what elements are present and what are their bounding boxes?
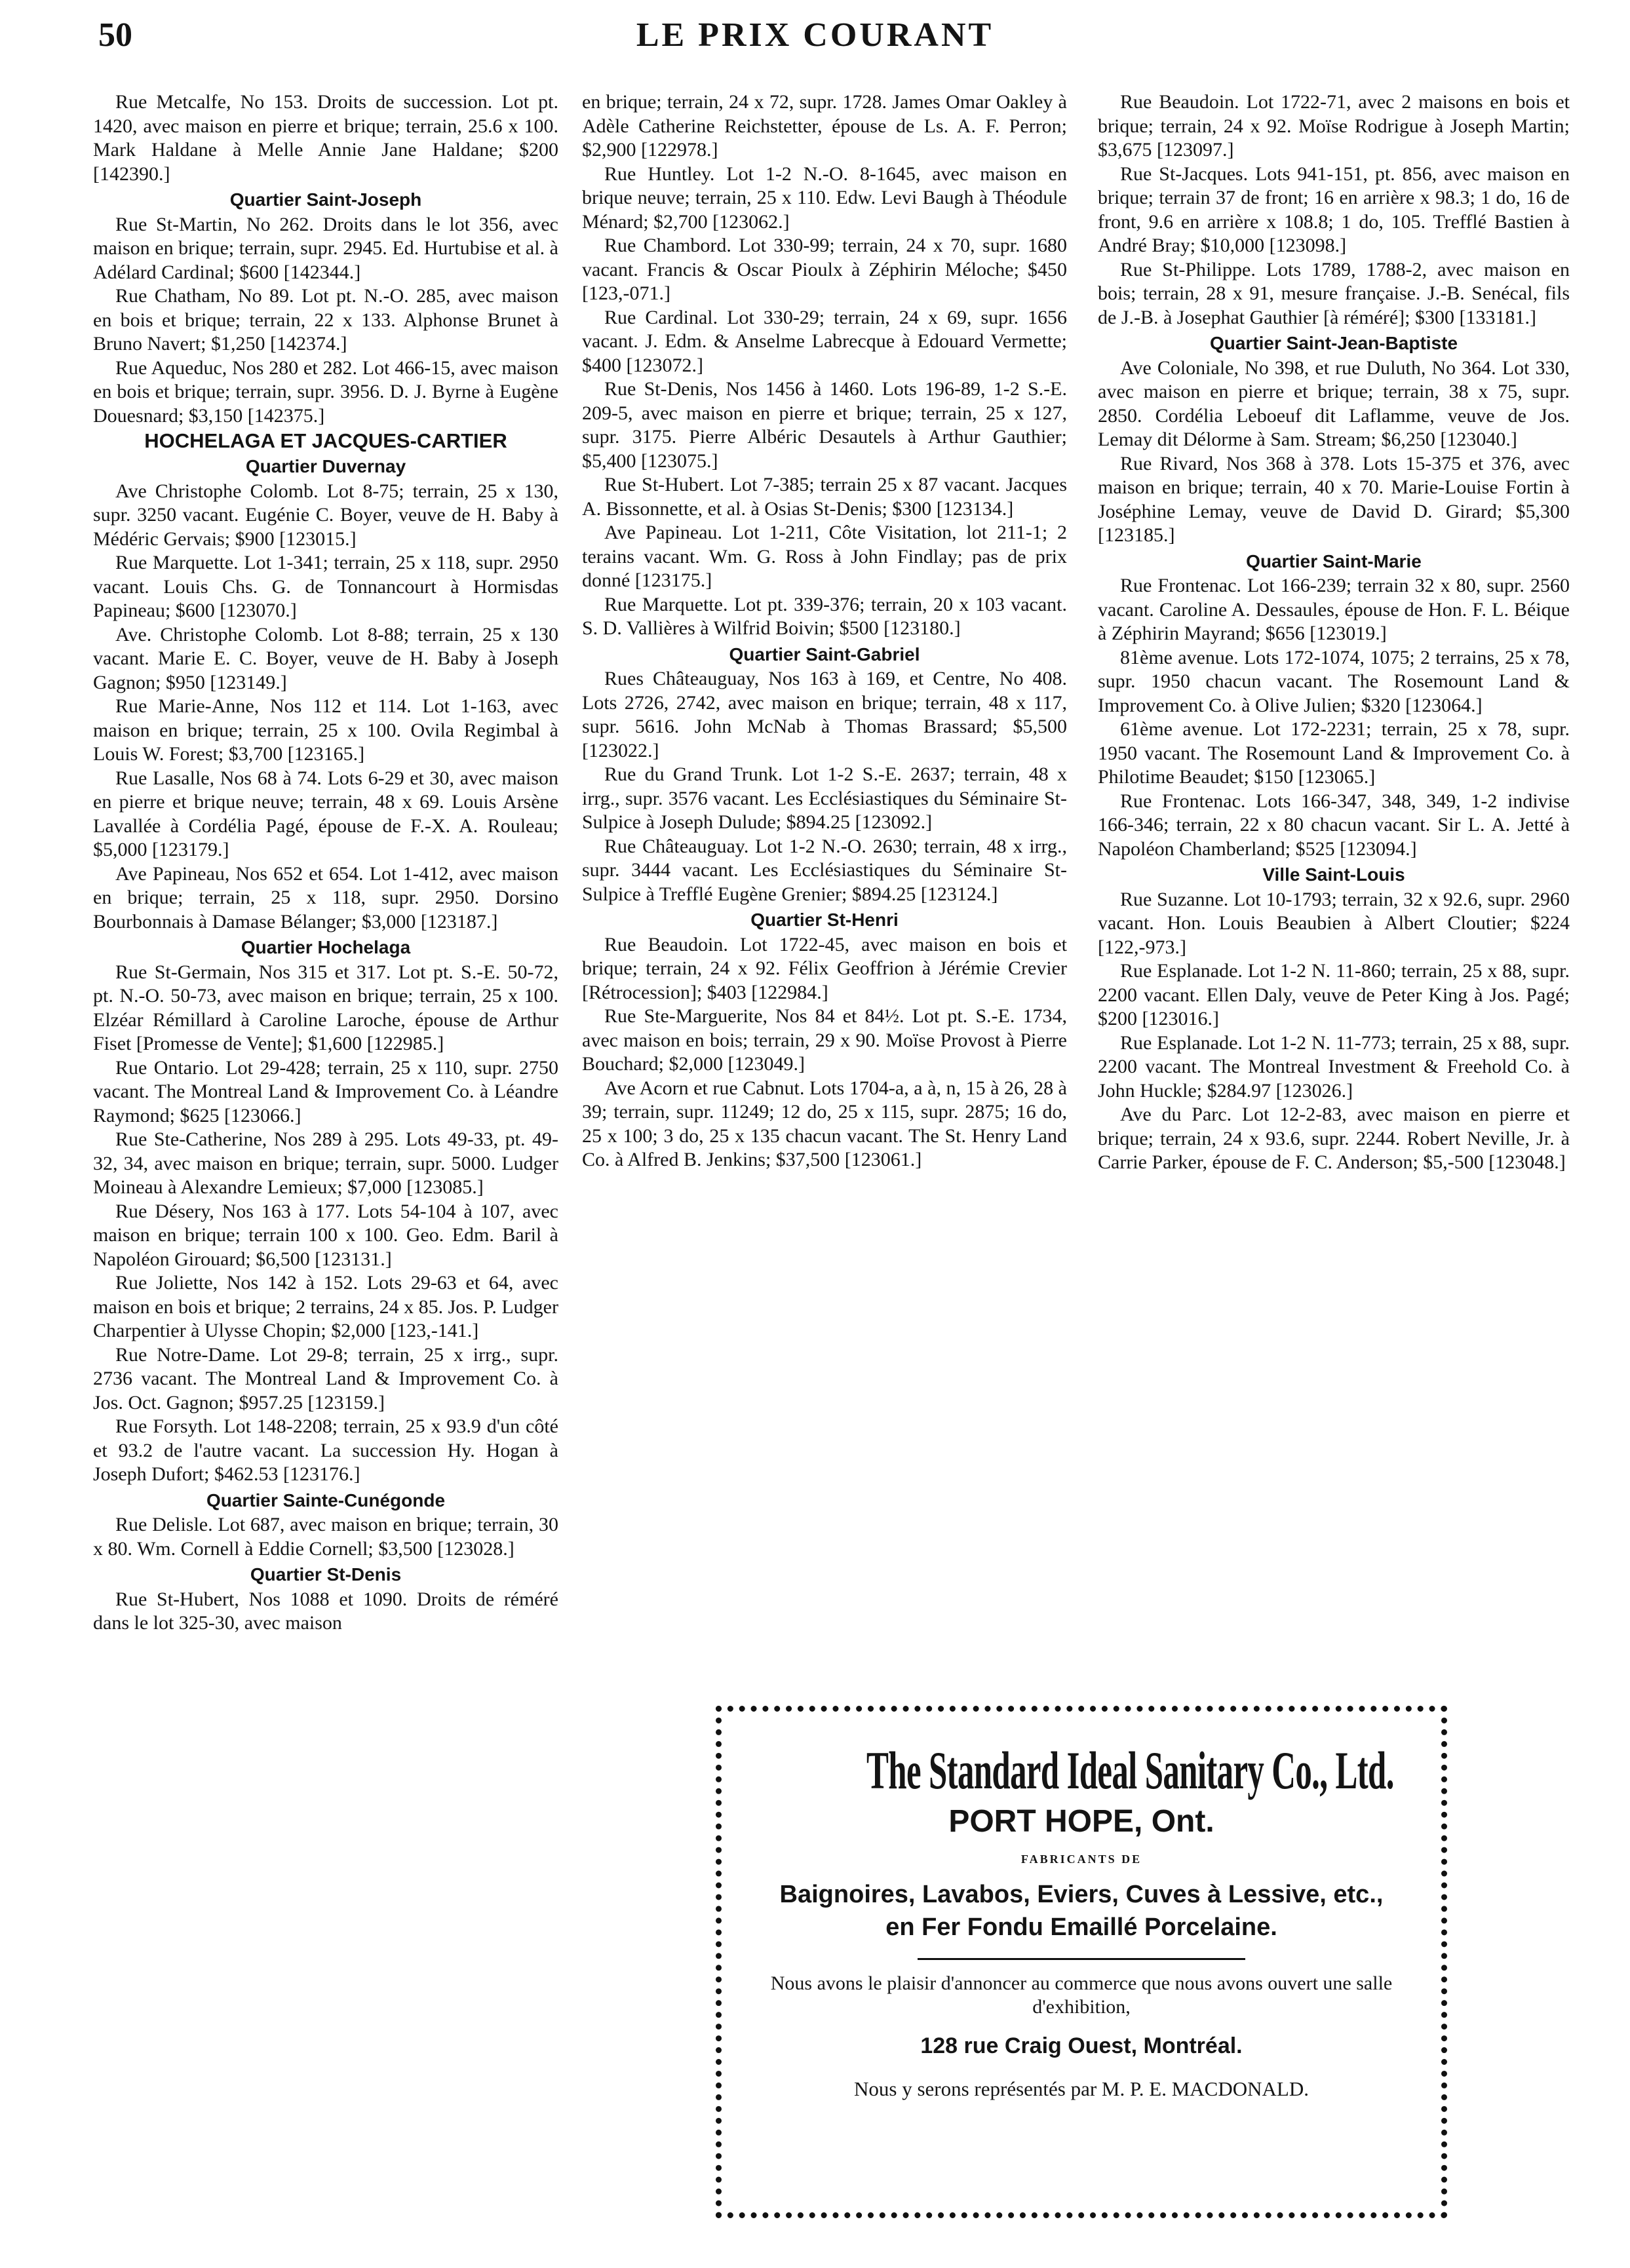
listing-entry: Ave Coloniale, No 398, et rue Duluth, No 364. Lot 330, avec maison en pierre et brique; terrain, 38 x 75, supr. 2850. Cordélia Leboeuf dit Laflamme, veuve de Jos. Lemay dit Délorme à Sam. Stream; $6,250 [123040.] bbox=[1098, 356, 1570, 450]
listing-entry: Rue Esplanade. Lot 1-2 N. 11-860; terrain, 25 x 88, supr. 2200 vacant. Ellen Daly, veuve de Peter King à Jos. Pagé; $200 [123016.] bbox=[1098, 960, 1570, 1029]
listing-entry: Ave Papineau. Lot 1-211, Côte Visitation, lot 211-1; 2 terains vacant. Wm. G. Ross à John Findlay; pas de prix donné [123175.] bbox=[582, 522, 1067, 591]
listing-entry: Rue Ste-Catherine, Nos 289 à 295. Lots 49-33, pt. 49-32, 34, avec maison en brique; terrain, supr. 5000. Ludger Moineau à Alexandre Lemieux; $7,000 [123085.] bbox=[93, 1128, 558, 1198]
advertisement-box bbox=[716, 1706, 1447, 2218]
listing-entry: Rue Beaudoin. Lot 1722-71, avec 2 maisons en bois et brique; terrain, 24 x 92. Moïse Rodrigue à Joseph Martin; $3,675 [123097.] bbox=[1098, 91, 1570, 161]
listing-entry: Rue St-Hubert. Lot 7-385; terrain 25 x 87 vacant. Jacques A. Bissonnette, et al. à Osias St-Denis; $300 [123134.] bbox=[582, 474, 1067, 520]
listing-entry: Rue Joliette, Nos 142 à 152. Lots 29-63 et 64, avec maison en bois et brique; 2 terrains, 24 x 85. Jos. P. Ludger Charpentier à Ulysse Chopin; $2,000 [123,-141.] bbox=[93, 1272, 558, 1341]
section-heading: Ville Saint-Louis bbox=[1262, 864, 1405, 885]
listing-entry: Ave. Christophe Colomb. Lot 8-88; terrain, 25 x 130 vacant. Marie E. C. Boyer, veuve de H. Baby à Joseph Gagnon; $950 [123149.] bbox=[93, 623, 558, 693]
section-heading: Quartier Saint-Marie bbox=[1246, 550, 1422, 571]
page-number: 50 bbox=[98, 16, 132, 54]
ad-divider bbox=[918, 1958, 1245, 1960]
listing-entry: Rue Chatham, No 89. Lot pt. N.-O. 285, avec maison en bois et brique; terrain, 22 x 133. Alphonse Brunet à Bruno Navert; $1,250 [142374.] bbox=[93, 285, 558, 355]
listing-entry: Rue du Grand Trunk. Lot 1-2 S.-E. 2637; terrain, 48 x irrg., supr. 3576 vacant. Les Ecclésiastiques du Séminaire St-Sulpice à Joseph Dulude; $894.25 [123092.] bbox=[582, 763, 1067, 833]
listing-entry: Ave du Parc. Lot 12-2-83, avec maison en pierre et brique; terrain, 24 x 93.6, supr. 2244. Robert Neville, Jr. à Carrie Parker, épouse de F. C. Anderson; $5,-500 [123048.] bbox=[1098, 1104, 1570, 1173]
listing-entry: Rues Châteauguay, Nos 163 à 169, et Centre, No 408. Lots 2726, 2742, avec maison en brique; terrain, 48 x 117, supr. 5616. John McNab à Thomas Brassard; $5,500 [123022.] bbox=[582, 668, 1067, 761]
section-heading: Quartier St-Denis bbox=[250, 1564, 402, 1585]
listing-entry: Rue Cardinal. Lot 330-29; terrain, 24 x 69, supr. 1656 vacant. J. Edm. & Anselme Labrecque à Edouard Vermette; $400 [123072.] bbox=[582, 306, 1067, 376]
listing-entry: Rue Esplanade. Lot 1-2 N. 11-773; terrain, 25 x 88, supr. 2200 vacant. The Montreal Investment & Freehold Co. à John Huckle; $284.97 [123026.] bbox=[1098, 1031, 1570, 1102]
section-heading: Quartier Duvernay bbox=[245, 456, 406, 476]
section-heading: Quartier Hochelaga bbox=[241, 937, 411, 957]
listing-entry: Rue Lasalle, Nos 68 à 74. Lots 6-29 et 30, avec maison en pierre et brique neuve; terrain, 48 x 69. Louis Arsène Lavallée à Cordélia Pagé, épouse de F.-X. A. Rouleau; $5,000 [123179.] bbox=[93, 767, 558, 860]
listing-entry: Rue Frontenac. Lot 166-239; terrain 32 x 80, supr. 2560 vacant. Caroline A. Dessaules, épouse de Hon. F. L. Béique à Zéphirin Mayrand; $656 [123019.] bbox=[1098, 575, 1570, 644]
listing-entry: Rue Ste-Marguerite, Nos 84 et 84½. Lot pt. S.-E. 1734, avec maison en bois; terrain, 29 x 90. Moïse Provost à Pierre Bouchard; $2,000 [123049.] bbox=[582, 1005, 1067, 1075]
listing-entry: Rue Suzanne. Lot 10-1793; terrain, 32 x 92.6, supr. 2960 vacant. Hon. Louis Beaubien à Albert Cloutier; $224 [122,-973.] bbox=[1098, 888, 1570, 958]
listing-entry: Rue St-Hubert, Nos 1088 et 1090. Droits de réméré dans le lot 325-30, avec maison bbox=[93, 1588, 558, 1634]
listing-entry: Ave Papineau, Nos 652 et 654. Lot 1-412, avec maison en brique; terrain, 25 x 118, supr. 2950. Dorsino Bourbonnais à Damase Bélanger; $3,000 [123187.] bbox=[93, 862, 558, 932]
listing-entry: Rue Beaudoin. Lot 1722-45, avec maison en bois et brique; terrain, 24 x 92. Félix Geoffrion à Jérémie Crevier [Rétrocession]; $403 [122984.] bbox=[582, 933, 1067, 1003]
section-heading: Quartier Saint-Gabriel bbox=[729, 644, 920, 664]
listing-entry: Rue Frontenac. Lots 166-347, 348, 349, 1-2 indivise 166-346; terrain, 22 x 80 chacun vacant. Sir L. A. Jetté à Napoléon Chamberland; $525 [123094.] bbox=[1098, 790, 1570, 860]
ad-company-name: The Standard Ideal Sanitary Co., Ltd. bbox=[866, 1740, 1394, 1800]
listing-entry: Rue Marie-Anne, Nos 112 et 114. Lot 1-163, avec maison en brique; terrain, 25 x 100. Ovila Regimbal à Louis W. Forest; $3,700 [123165.] bbox=[93, 695, 558, 765]
listing-entry: Rue St-Denis, Nos 1456 à 1460. Lots 196-89, 1-2 S.-E. 209-5, avec maison en pierre et brique; terrain, 25 x 127, supr. 3175. Pierre Albéric Desautels à Arthur Gauthier; $5,400 [123075.] bbox=[582, 378, 1067, 472]
column-right bbox=[1098, 90, 1570, 1175]
ad-city: PORT HOPE, Ont. bbox=[948, 1804, 1214, 1839]
listing-entry: 61ème avenue. Lot 172-2231; terrain, 25 x 78, supr. 1950 vacant. The Rosemount Land & Improvement Co. à Philotime Beaudet; $150 [123065.] bbox=[1098, 718, 1570, 788]
section-heading: Quartier Sainte-Cunégonde bbox=[206, 1490, 446, 1510]
listing-entry: Rue Châteauguay. Lot 1-2 N.-O. 2630; terrain, 48 x irrg., supr. 3444 vacant. Les Ecclésiastiques du Séminaire St-Sulpice à Trefflé Eugène Grenier; $894.25 [123124.] bbox=[582, 835, 1067, 905]
listing-entry: Rue Rivard, Nos 368 à 378. Lots 15-375 et 376, avec maison en brique; terrain, 40 x 70. Marie-Louise Fortin à Joséphine Lemay, veuve de David D. Girard; $5,300 [123185.] bbox=[1098, 452, 1570, 546]
district-heading: HOCHELAGA ET JACQUES-CARTIER bbox=[144, 429, 507, 452]
ad-products-line-2: en Fer Fondu Emaillé Porcelaine. bbox=[885, 1913, 1277, 1941]
ad-message: Nous avons le plaisir d'annoncer au commerce que nous avons ouvert une salle d'exhibition, bbox=[770, 1972, 1393, 2018]
ad-products bbox=[735, 1878, 1428, 1944]
listing-entry: Rue Forsyth. Lot 148-2208; terrain, 25 x 93.9 d'un côté et 93.2 de l'autre vacant. La succession Hy. Hogan à Joseph Dufort; $462.53 [123176.] bbox=[93, 1415, 558, 1485]
section-heading: Quartier Saint-Jean-Baptiste bbox=[1209, 333, 1458, 353]
listing-entry: Rue Metcalfe, No 153. Droits de succession. Lot pt. 1420, avec maison en pierre et brique; terrain, 25.6 x 100. Mark Haldane à Melle Annie Jane Haldane; $200 [142390.] bbox=[93, 91, 558, 185]
listing-entry: Rue Aqueduc, Nos 280 et 282. Lot 466-15, avec maison en bois et brique; terrain, supr. 3956. D. J. Byrne à Eugène Douesnard; $3,150 [142375.] bbox=[93, 356, 558, 427]
column-left bbox=[93, 90, 558, 1636]
listing-entry: Rue Désery, Nos 163 à 177. Lots 54-104 à 107, avec maison en brique; terrain 100 x 100. Geo. Edm. Baril à Napoléon Girouard; $6,500 [123131.] bbox=[93, 1200, 558, 1270]
listing-entry: Rue St-Germain, Nos 315 et 317. Lot pt. S.-E. 50-72, pt. N.-O. 50-73, avec maison en brique; terrain, 25 x 100. Elzéar Rémillard à Caroline Laroche, épouse de Arthur Fiset [Promesse de Vente]; $1,600 [122985.] bbox=[93, 961, 558, 1054]
listing-entry: Rue Ontario. Lot 29-428; terrain, 25 x 110, supr. 2750 vacant. The Montreal Land & Improvement Co. à Léandre Raymond; $625 [123066.] bbox=[93, 1056, 558, 1126]
section-heading: Quartier Saint-Joseph bbox=[229, 189, 422, 210]
listing-entry: Rue St-Philippe. Lots 1789, 1788-2, avec maison en bois; terrain, 28 x 91, mesure française. J.-B. Senécal, fils de J.-B. à Josephat Gauthier [à réméré]; $300 [133181.] bbox=[1098, 258, 1570, 328]
listing-entry: Rue Chambord. Lot 330-99; terrain, 24 x 70, supr. 1680 vacant. Francis & Oscar Pioulx à Zéphirin Méloche; $450 [123,-071.] bbox=[582, 235, 1067, 304]
listing-entry: Rue Notre-Dame. Lot 29-8; terrain, 25 x irrg., supr. 2736 vacant. The Montreal Land & Improvement Co. à Jos. Oct. Gagnon; $957.25 [123159.] bbox=[93, 1343, 558, 1413]
listing-entry: Rue Delisle. Lot 687, avec maison en brique; terrain, 30 x 80. Wm. Cornell à Eddie Cornell; $3,500 [123028.] bbox=[93, 1514, 558, 1560]
ad-makers-label: FABRICANTS DE bbox=[1020, 1853, 1142, 1866]
listing-entry: Ave Acorn et rue Cabnut. Lots 1704-a, a à, n, 15 à 26, 28 à 39; terrain, supr. 11249; 12 do, 25 x 115, supr. 2875; 16 do, 25 x 100; 3 do, 25 x 135 chacun vacant. The St. Henry Land Co. à Alfred B. Jenkins; $37,500 [123061.] bbox=[582, 1077, 1067, 1170]
section-heading: Quartier St-Henri bbox=[750, 910, 899, 930]
listing-entry: Rue Marquette. Lot pt. 339-376; terrain, 20 x 103 vacant. S. D. Vallières à Wilfrid Boivin; $500 [123180.] bbox=[582, 593, 1067, 639]
listing-entry-continued: en brique; terrain, 24 x 72, supr. 1728. James Omar Oakley à Adèle Catherine Reichstetter, épouse de Ls. A. F. Perron; $2,900 [122978.] bbox=[582, 91, 1067, 161]
ad-address: 128 rue Craig Ouest, Montréal. bbox=[920, 2033, 1243, 2058]
listing-entry: Rue Huntley. Lot 1-2 N.-O. 8-1645, avec maison en brique neuve; terrain, 25 x 110. Edw. Levi Baugh à Théodule Ménard; $2,700 [123062.] bbox=[582, 163, 1067, 233]
column-middle bbox=[582, 90, 1067, 1172]
listing-entry: Rue Marquette. Lot 1-341; terrain, 25 x 118, supr. 2950 vacant. Louis Chs. G. de Tonnancourt à Hormisdas Papineau; $600 [123070.] bbox=[93, 552, 558, 621]
listing-entry: Rue St-Martin, No 262. Droits dans le lot 356, avec maison en brique; terrain, supr. 2945. Ed. Hurtubise et al. à Adélard Cardinal; $600 [142344.] bbox=[93, 213, 558, 283]
listing-entry: Ave Christophe Colomb. Lot 8-75; terrain, 25 x 130, supr. 3250 vacant. Eugénie C. Boyer, veuve de H. Baby à Médéric Gervais; $900 [123015.] bbox=[93, 480, 558, 550]
running-header: LE PRIX COURANT bbox=[636, 16, 994, 54]
listing-entry: 81ème avenue. Lots 172-1074, 1075; 2 terrains, 25 x 78, supr. 1950 chacun vacant. The Rosemount Land & Improvement Co. à Olive Julien; $320 [123064.] bbox=[1098, 646, 1570, 716]
ad-representative: Nous y serons représentés par M. P. E. MACDONALD. bbox=[854, 2077, 1309, 2100]
listing-entry: Rue St-Jacques. Lots 941-151, pt. 856, avec maison en brique; terrain 37 de front; 16 en arrière x 98.3; 1 do, 16 de front, 9.6 en arrière x 108.8; 1 do, 105. Trefflé Bastien à André Bray; $10,000 [123098.] bbox=[1098, 163, 1570, 256]
ad-products-line-1: Baignoires, Lavabos, Eviers, Cuves à Lessive, etc., bbox=[779, 1881, 1384, 1908]
